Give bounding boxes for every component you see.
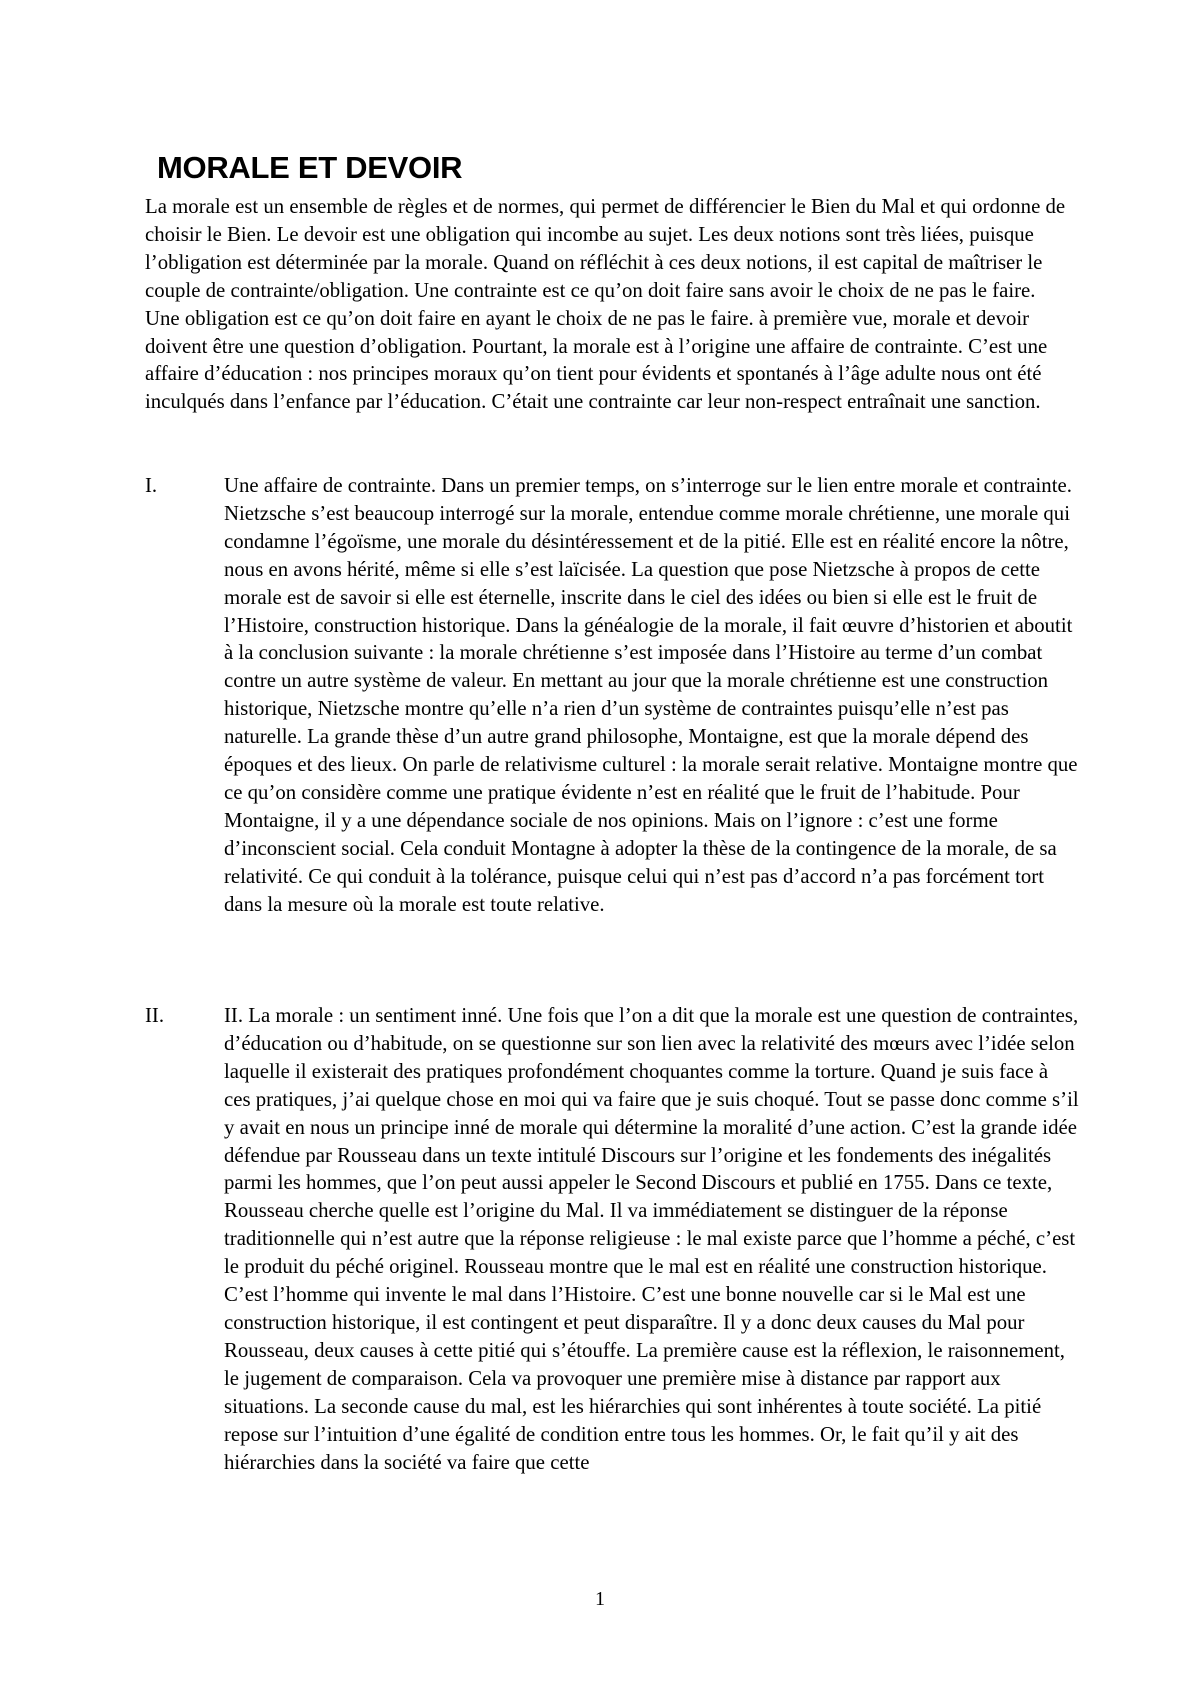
- section-two: [145, 1002, 1080, 1476]
- intro-paragraph: La morale est un ensemble de règles et de normes, qui permet de différencier le Bien du Mal et qui ordonne de choisir le Bien. Le devoir est une obligation qui incombe au sujet. Les deux notions sont très liées, puisque l’obligation est déterminée par la morale. Quand on réfléchit à ces deux notions, il est capital de maîtriser le couple de contrainte/obligation. Une contrainte est ce qu’on doit faire sans avoir le choix de ne pas le faire. Une obligation est ce qu’on doit faire en ayant le choix de ne pas le faire. à première vue, morale et devoir doivent être une question d’obligation. Pourtant, la morale est à l’origine une affaire de contrainte. C’est une affaire d’éducation : nos principes moraux qu’on tient pour évidents et spontanés à l’âge adulte nous ont été inculqués dans l’enfance par l’éducation. C’était une contrainte car leur non-respect entraînait une sanction.: [145, 195, 1066, 414]
- section-one-text: Une affaire de contrainte. Dans un premier temps, on s’interroge sur le lien entre morale et contrainte. Nietzsche s’est beaucoup interrogé sur la morale, entendue comme morale chrétienne, une morale qui condamne l’égoïsme, une morale du désintéressement et de la pitié. Elle est en réalité encore la nôtre, nous en avons hérité, même si elle s’est laïcisée. La question que pose Nietzsche à propos de cette morale est de savoir si elle est éternelle, inscrite dans le ciel des idées ou bien si elle est le fruit de l’Histoire, construction historique. Dans la généalogie de la morale, il fait œuvre d’historien et aboutit à la conclusion suivante : la morale chrétienne s’est imposée dans l’Histoire au terme d’un combat contre un autre système de valeur. En mettant au jour que la morale chrétienne est une construction historique, Nietzsche montre qu’elle n’a rien d’un système de contraintes puisqu’elle n’est pas naturelle. La grande thèse d’un autre grand philosophe, Montaigne, est que la morale dépend des époques et des lieux. On parle de relativisme culturel : la morale serait relative. Montaigne montre que ce qu’on considère comme une pratique évidente n’est en réalité que le fruit de l’habitude. Pour Montaigne, il y a une dépendance sociale de nos opinions. Mais on l’ignore : c’est une forme d’inconscient social. Cela conduit Montagne à adopter la thèse de la contingence de la morale, de sa relativité. Ce qui conduit à la tolérance, puisque celui qui n’est pas d’accord n’a pas forcément tort dans la mesure où la morale est toute relative.: [224, 474, 1078, 916]
- page-title: MORALE ET DEVOIR: [157, 150, 463, 185]
- section-one-marker: I.: [145, 474, 158, 497]
- section-two-marker: II.: [145, 1004, 165, 1027]
- section-one: [145, 472, 1080, 919]
- page-number: 1: [595, 1588, 605, 1610]
- section-two-text: II. La morale : un sentiment inné. Une fois que l’on a dit que la morale est une question de contraintes, d’éducation ou d’habitude, on se questionne sur son lien avec la relativité des mœurs avec l’idée selon laquelle il existerait des pratiques profondément choquantes comme la torture. Quand je suis face à ces pratiques, j’ai quelque chose en moi qui va faire que je suis choqué. Tout se passe donc comme s’il y avait en nous un principe inné de morale qui détermine la moralité d’une action. C’est la grande idée défendue par Rousseau dans un texte intitulé Discours sur l’origine et les fondements des inégalités parmi les hommes, que l’on peut aussi appeler le Second Discours et publié en 1755. Dans ce texte, Rousseau cherche quelle est l’origine du Mal. Il va immédiatement se distinguer de la réponse traditionnelle qui n’est autre que la réponse religieuse : le mal existe parce que l’homme a péché, c’est le produit du péché originel. Rousseau montre que le mal est en réalité une construction historique. C’est l’homme qui invente le mal dans l’Histoire. C’est une bonne nouvelle car si le Mal est une construction historique, il est contingent et peut disparaître. Il y a donc deux causes du Mal pour Rousseau, deux causes à cette pitié qui s’étouffe. La première cause est la réflexion, le raisonnement, le jugement de comparaison. Cela va provoquer une première mise à distance par rapport aux situations. La seconde cause du mal, est les hiérarchies qui sont inhérentes à toute société. La pitié repose sur l’intuition d’une égalité de condition entre tous les hommes. Or, le fait qu’il y ait des hiérarchies dans la société va faire que cette: [224, 1004, 1079, 1474]
